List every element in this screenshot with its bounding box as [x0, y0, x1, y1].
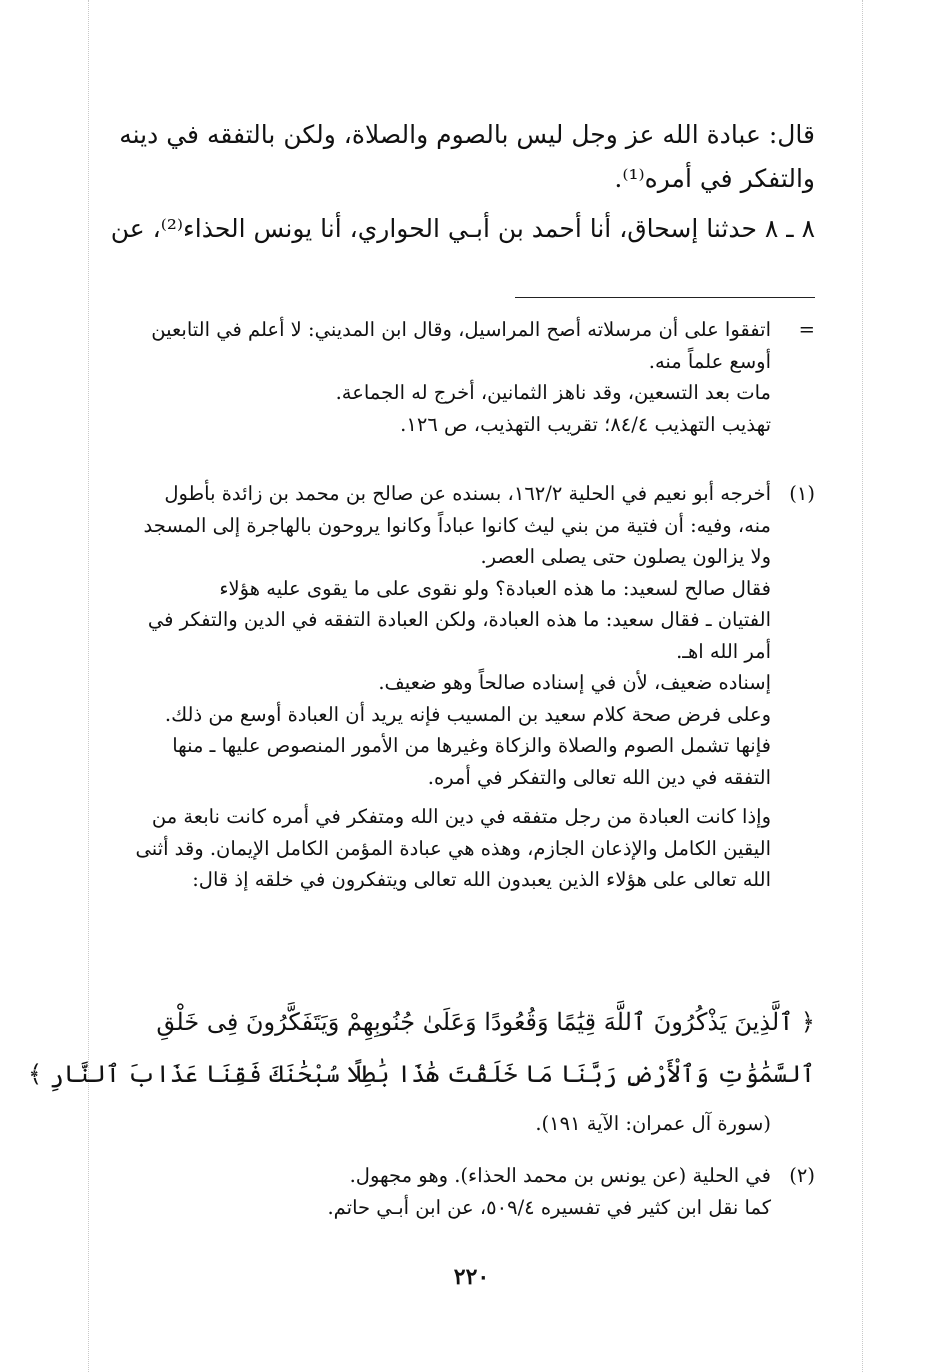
footnote-line: اتفقوا على أن مرسلاته أصح المراسيل، وقال ابن المديني: لا أعلم في التابعين [151, 318, 771, 341]
footnote-line: فقال صالح لسعيد: ما هذه العبادة؟ ولو نقوى على ما يقوى عليه هؤلاء [219, 576, 771, 600]
quran-verse [27, 996, 815, 1100]
footnote-line: الفتيان ـ فقال سعيد: ما هذه العبادة، ولكن العبادة التفقه في الدين والتفكر في [147, 608, 771, 631]
footnote-line: كما نقل ابن كثير في تفسيره ٥٠٩/٤، عن ابن أبـي حاتم. [327, 1195, 771, 1219]
scan-edge-right [862, 0, 863, 1372]
footnote-line: الله تعالى على هؤلاء الذين يعبدون الله تعالى ويتفكرون في خلقه إذ قال: [192, 868, 771, 891]
footnote-line: مات بعد التسعين، وقد ناهز الثمانين، أخرج له الجماعة. [335, 381, 771, 404]
main-line: قال: عبادة الله عز وجل ليس بالصوم والصلاة، ولكن بالتفقه في دينه [119, 120, 815, 149]
footnote-separator [515, 297, 815, 298]
footnote-line: منه، وفيه: أن فتية من بني ليث كانوا عباداً وكانوا يروحون بالهاجرة إلى المسجد [143, 513, 771, 537]
footnote-line: إسناده ضعيف، لأن في إسناده صالحاً وهو ضعيف. [378, 671, 771, 694]
quran-line: ﴿ ٱلَّذِينَ يَذْكُرُونَ ٱللَّهَ قِيَٰمًا وَقُعُودًا وَعَلَىٰ جُنُوبِهِمْ وَيَتَفَكَّرُونَ فِى خَلْقِ [156, 1008, 815, 1036]
footnote-line: في الحلية (عن يونس بن محمد الحذاء). وهو مجهول. [349, 1164, 771, 1187]
footnote-1-mark: (١) [789, 482, 815, 505]
page-number: ٢٢٠ [453, 1264, 490, 1290]
footnote-continuation-mark: = [798, 318, 815, 341]
quran-line: ٱلسَّمَٰوَٰتِ وَٱلْأَرْضِ رَبَّنَا مَا خَلَقْتَ هَٰذَا بَٰطِلًا سُبْحَٰنَكَ فَقِنَا عَذَابَ ٱلنَّارِ ﴾ [27, 1060, 815, 1088]
footnote-continued [115, 314, 815, 440]
scan-edge-left [88, 0, 89, 1372]
footnote-line: اليقين الكامل والإذعان الجازم، وهذه هي عبادة المؤمن الكامل الإيمان. وقد أثنى [135, 836, 771, 860]
footnote-line: فإنها تشمل الصوم والصلاة والزكاة وغيرها من الأمور المنصوص عليها ـ منها [172, 734, 771, 757]
main-text [110, 113, 815, 251]
footnote-line: أمر الله اهـ. [676, 639, 771, 663]
main-line: والتفكر في أمره⁽¹⁾. [614, 164, 815, 193]
footnote-1 [115, 478, 815, 896]
footnote-line: وعلى فرض صحة كلام سعيد بن المسيب فإنه يريد أن العبادة أوسع من ذلك. [164, 702, 771, 726]
main-line-hadith-8: ٨ ـ ٨ حدثنا إسحاق، أنا أحمد بن أبـي الحواري، أنا يونس الحذاء⁽²⁾، عن [110, 214, 815, 243]
footnote-line: التفقه في دين الله تعالى والتفكر في أمره. [427, 765, 771, 789]
footnote-line: وإذا كانت العبادة من رجل متفقه في دين الله ومتفكر في أمره كانت نابعة من [151, 805, 771, 828]
footnote-line: أخرجه أبو نعيم في الحلية ١٦٢/٢، بسنده عن صالح بن محمد بن زائدة بأطول [164, 482, 771, 505]
footnote-2 [115, 1160, 815, 1223]
quran-reference-block [115, 1108, 815, 1140]
footnote-line: ولا يزالون يصلون حتى يصلى العصر. [480, 545, 771, 568]
footnote-line: أوسع علماً منه. [648, 349, 771, 373]
footnote-line: تهذيب التهذيب ٨٤/٤؛ تقريب التهذيب، ص ١٢٦. [400, 412, 771, 436]
quran-reference: (سورة آل عمران: الآية ١٩١). [535, 1112, 771, 1135]
footnote-2-mark: (٢) [789, 1164, 815, 1187]
